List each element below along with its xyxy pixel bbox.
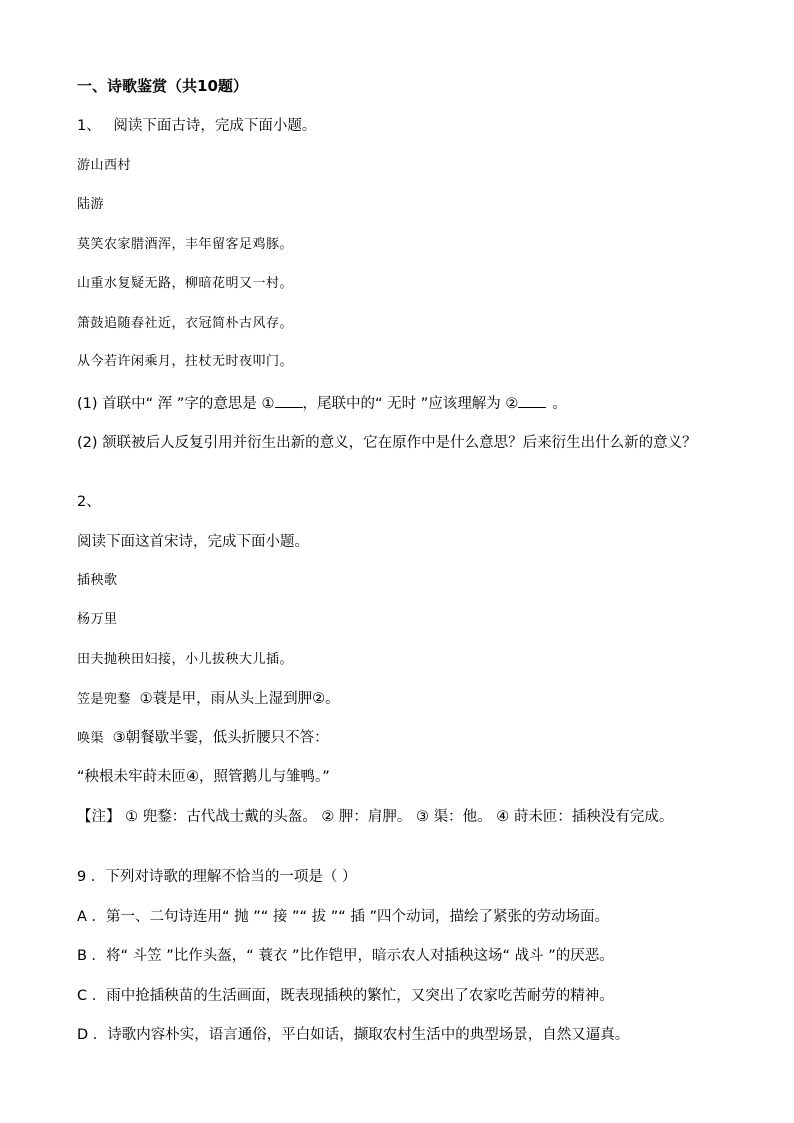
option-a[interactable]: A ．第一、二句诗连用“ 抛 ”“ 接 ”“ 拔 ”“ 插 ”四个动词，描绘了紧张的劳动场面。 bbox=[77, 909, 609, 925]
poem-text: ①蓑是甲，雨从头上湿到胛②。 bbox=[139, 691, 340, 707]
answer-blank-2[interactable] bbox=[518, 393, 546, 408]
poem-line: “秧根未牢莳未匝④，照管鹅儿与雏鸭。” bbox=[77, 769, 330, 785]
poem-line bbox=[77, 689, 340, 710]
poem-author: 陆游 bbox=[77, 197, 105, 212]
annotation-note: 【注】 ① 兜鍪：古代战士戴的头盔。 ② 胛：肩胛。 ③ 渠：他。 ④ 莳未匝：插秧没有完成。 bbox=[77, 809, 674, 825]
poem-text: 笠是兜鍪 bbox=[77, 692, 132, 707]
question-1-heading bbox=[77, 116, 316, 136]
sub-question-2: (2) 颔联被后人反复引用并衍生出新的意义，它在原作中是什么意思？后来衍生出什么新的意义？ bbox=[77, 435, 697, 451]
answer-blank-1[interactable] bbox=[275, 393, 303, 408]
poem-title: 插秧歌 bbox=[77, 573, 118, 588]
poem-line: 莫笑农家腊酒浑，丰年留客足鸡豚。 bbox=[77, 237, 294, 252]
poem-line: 从今若许闲乘月，拄杖无时夜叩门。 bbox=[77, 354, 294, 369]
option-c[interactable]: C ．雨中抢插秧苗的生活画面，既表现插秧的繁忙，又突出了农家吃苦耐劳的精神。 bbox=[77, 988, 614, 1004]
poem-title: 游山西村 bbox=[77, 158, 132, 173]
sub-question-1 bbox=[77, 393, 567, 414]
poem-line: 山重水复疑无路，柳暗花明又一村。 bbox=[77, 276, 294, 291]
question-2-number: 2、 bbox=[77, 494, 101, 510]
sub-question-text: ，尾联中的“ 无时 ”应该理解为 ② bbox=[302, 396, 519, 412]
poem-line: 箫鼓追随春社近，衣冠简朴古风存。 bbox=[77, 316, 294, 331]
question-instruction: 阅读下面古诗，完成下面小题。 bbox=[113, 118, 317, 134]
option-d[interactable]: D ．诗歌内容朴实，语言通俗，平白如话，撷取农村生活中的典型场景，自然又逼真。 bbox=[77, 1027, 630, 1043]
poem-line: 田夫抛秧田妇接，小儿拔秧大儿插。 bbox=[77, 652, 294, 667]
section-title: 一、诗歌鉴赏（共10题） bbox=[77, 77, 248, 95]
sub-question-text: 。 bbox=[552, 396, 567, 412]
question-instruction: 阅读下面这首宋诗，完成下面小题。 bbox=[77, 534, 309, 550]
question-number: 1、 bbox=[77, 118, 101, 134]
poem-line bbox=[77, 728, 329, 749]
question-9-stem: 9 ．下列对诗歌的理解不恰当的一项是（ ） bbox=[77, 869, 357, 885]
poem-text: 唤渠 bbox=[77, 731, 105, 746]
poem-author: 杨万里 bbox=[77, 612, 118, 627]
sub-question-text: (1) 首联中“ 浑 ”字的意思是 ① bbox=[77, 396, 275, 412]
poem-text: ③朝餐歇半霎，低头折腰只不答： bbox=[112, 730, 329, 746]
option-b[interactable]: B ．将“ 斗笠 ”比作头盔，“ 蓑衣 ”比作铠甲，暗示农人对插秧这场“ 战斗 ”的厌恶。 bbox=[77, 948, 614, 964]
